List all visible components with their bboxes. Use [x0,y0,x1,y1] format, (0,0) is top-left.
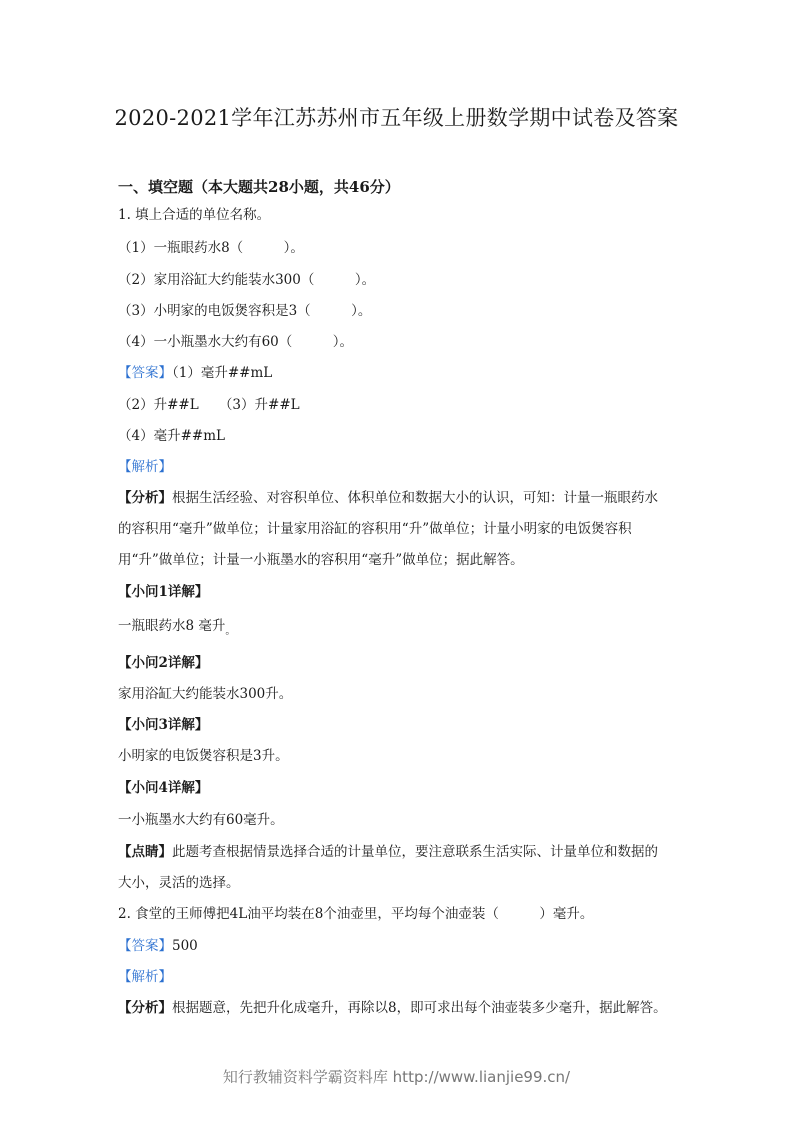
q2-fenxi-line [118,998,667,1018]
answer-line-3: （4）毫升##mL [118,428,225,444]
detail-text-1-body: 一瓶眼药水8 毫升 [118,618,226,634]
detail-heading-2: 【小问2详解】 [118,655,209,671]
dianjing-tag: 【点睛】 [118,844,172,860]
detail-heading-3: 【小问3详解】 [118,717,209,733]
question-2-answer [118,936,198,956]
question-2-stem: 2. 食堂的王师傅把4L油平均装在8个油壶里，平均每个油壶装（ ）毫升。 [118,906,594,922]
q2-fenxi-text: 根据题意，先把升化成毫升，再除以8，即可求出每个油壶装多少毫升，据此解答。 [172,1000,667,1016]
footer-watermark: 知行教辅资料学霸资料库 http://www.lianjie99.cn/ [222,1068,571,1086]
answer-line-1: （1）毫升##mL [172,365,273,381]
analysis-tag: 【解析】 [118,459,172,475]
question-1-item-3: （3）小明家的电饭煲容积是3（ ）。 [118,303,372,319]
fenxi-line-3: 用“升”做单位；计量一小瓶墨水的容积用“毫升”做单位；据此解答。 [118,552,524,568]
section-heading: 一、填空题（本大题共28小题，共46分） [118,178,400,196]
fenxi-line-1 [118,488,658,508]
detail-text-1 [118,616,235,642]
detail-text-2: 家用浴缸大约能装水300升。 [118,686,293,702]
question-1-answer [118,363,272,383]
detail-heading-1: 【小问1详解】 [118,584,209,600]
question-1-stem: 1. 填上合适的单位名称。 [118,207,271,223]
detail-text-4: 一小瓶墨水大约有60毫升。 [118,812,284,828]
question-1-item-1: （1）一瓶眼药水8（ ）。 [118,240,304,256]
fenxi-text-1: 根据生活经验、对容积单位、体积单位和数据大小的认识，可知：计量一瓶眼药水 [172,490,658,506]
answer-tag: 【答案】 [118,365,172,381]
document-title: 2020-2021学年江苏苏州市五年级上册数学期中试卷及答案 [114,106,679,130]
detail-heading-4: 【小问4详解】 [118,780,209,796]
detail-text-3: 小明家的电饭煲容积是3升。 [118,748,289,764]
q2-answer-tag: 【答案】 [118,938,172,954]
detail-text-1-mark: 。 [225,626,236,637]
fenxi-tag: 【分析】 [118,490,172,506]
question-1-item-2: （2）家用浴缸大约能装水300（ ）。 [118,272,376,288]
q2-answer-value: 500 [172,938,198,954]
question-1-item-4: （4）一小瓶墨水大约有60（ ）。 [118,334,354,350]
answer-line-2: （2）升##L （3）升##L [118,397,300,413]
dianjing-text-1: 此题考查根据情景选择合适的计量单位，要注意联系生活实际、计量单位和数据的 [172,844,658,860]
q2-analysis-tag: 【解析】 [118,969,172,985]
fenxi-line-2: 的容积用“毫升”做单位；计量家用浴缸的容积用“升”做单位；计量小明家的电饭煲容积 [118,521,632,537]
dianjing-line-2: 大小，灵活的选择。 [118,875,240,891]
dianjing-line-1 [118,842,658,862]
q2-fenxi-tag: 【分析】 [118,1000,172,1016]
